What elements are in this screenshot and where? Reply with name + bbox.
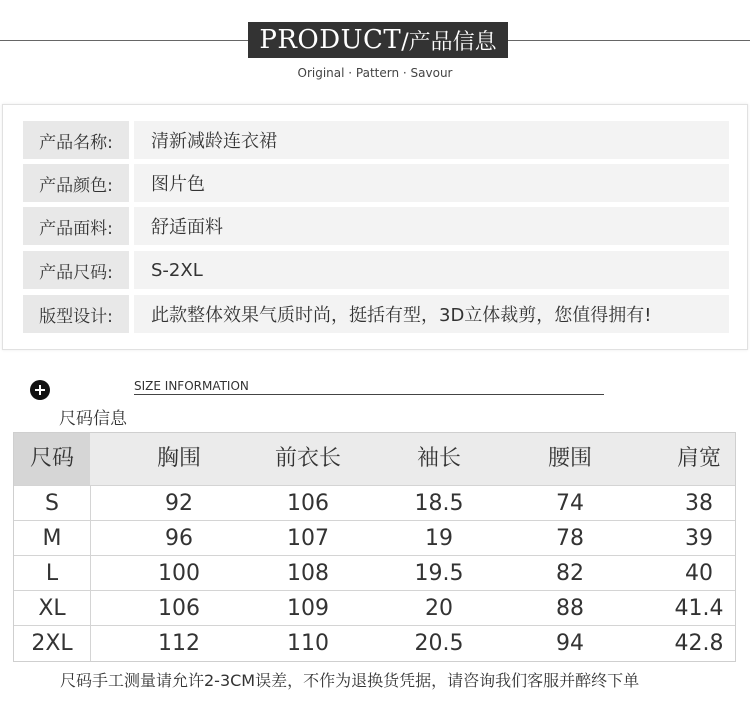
product-info-card [2,104,748,350]
table-cell: 109 [287,596,329,621]
table-cell: 19.5 [414,561,464,586]
header-cell: 前衣长 [274,446,341,471]
header-cell: 尺码 [29,446,74,471]
size-title-english: SIZE INFORMATION [134,379,249,393]
page-title [248,22,508,58]
info-value: S-2XL [134,251,729,289]
header-divider-left [0,40,248,41]
header-cell: 肩宽 [676,446,721,471]
table-cell: 92 [165,491,193,516]
table-header [14,433,735,485]
info-label: 产品面料: [23,207,129,245]
info-row-design [23,295,729,333]
size-title-chinese: 尺码信息 [59,409,127,429]
info-value: 清新减龄连衣裙 [134,121,729,159]
page-subtitle: Original · Pattern · Savour [297,66,453,80]
table-row [14,485,735,521]
info-row-name [23,121,729,159]
table-cell: 39 [685,526,713,551]
info-row-fabric [23,207,729,245]
table-row [14,625,735,661]
table-cell: 100 [158,561,200,586]
info-value: 图片色 [134,164,729,202]
table-row [14,520,735,556]
table-cell: 38 [685,491,713,516]
table-cell: 107 [287,526,329,551]
column-divider [90,485,91,661]
table-cell: XL [38,596,66,621]
table-cell: 19 [425,526,453,551]
table-cell: 96 [165,526,193,551]
table-cell: 106 [158,596,200,621]
table-cell: 74 [556,491,584,516]
info-label: 版型设计: [23,295,129,333]
table-cell: 112 [158,631,200,656]
table-cell: 41.4 [674,596,724,621]
header-cell: 腰围 [547,446,592,471]
table-cell: 20.5 [414,631,464,656]
size-table [13,432,736,662]
table-cell: 94 [556,631,584,656]
table-cell: 40 [685,561,713,586]
table-cell: L [45,561,59,586]
table-cell: 18.5 [414,491,464,516]
size-title-underline [134,394,604,395]
table-cell: 20 [425,596,453,621]
table-cell: 82 [556,561,584,586]
info-row-color [23,164,729,202]
table-cell: 110 [287,631,329,656]
table-cell: 106 [287,491,329,516]
info-row-size [23,251,729,289]
measurement-note: 尺码手工测量请允许2-3CM误差，不作为退换货凭据，请咨询我们客服并醉终下单 [60,671,640,690]
info-label: 产品颜色: [23,164,129,202]
info-label: 产品尺码: [23,251,129,289]
info-label: 产品名称: [23,121,129,159]
table-cell: 2XL [31,631,73,656]
header-cell: 袖长 [416,446,461,471]
plus-icon [30,380,50,400]
info-value: 此款整体效果气质时尚，挺括有型，3D立体裁剪，您值得拥有! [134,295,729,333]
title-english: PRODUCT [259,25,402,55]
table-cell: 108 [287,561,329,586]
header-divider-right [508,40,750,41]
table-cell: 88 [556,596,584,621]
table-row [14,590,735,626]
table-cell: 78 [556,526,584,551]
table-row [14,555,735,591]
table-cell: 42.8 [674,631,724,656]
info-value: 舒适面料 [134,207,729,245]
table-cell: M [42,526,62,551]
title-chinese: /产品信息 [401,29,497,55]
table-cell: S [45,491,59,516]
header-cell: 胸围 [156,446,201,471]
